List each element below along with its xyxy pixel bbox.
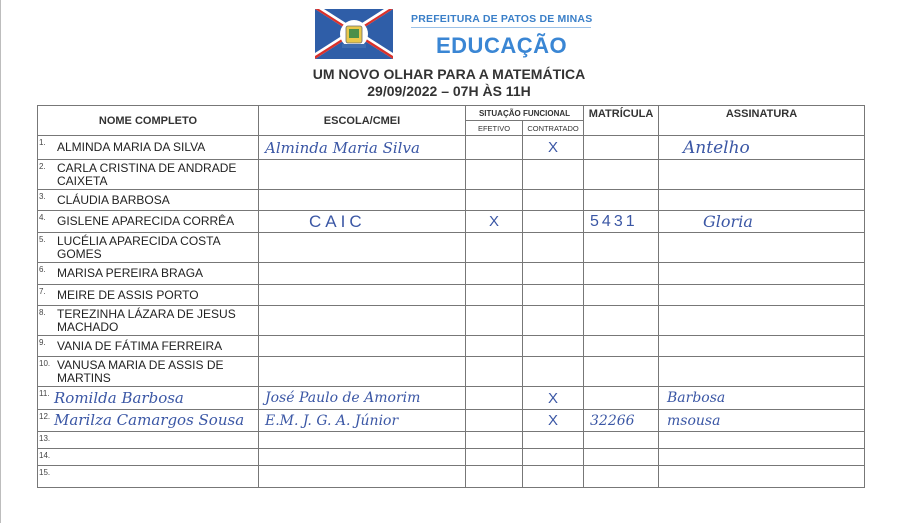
participant-name: CLÁUDIA BARBOSA (57, 192, 170, 207)
cell-school (259, 190, 466, 211)
row-number: 10. (39, 359, 51, 368)
cell-effective (466, 263, 523, 285)
cell-effective (466, 160, 523, 190)
cell-school (259, 263, 466, 285)
cell-effective (466, 285, 523, 306)
cell-effective (466, 306, 523, 336)
cell-effective (466, 387, 523, 410)
cell-signature (659, 190, 865, 211)
cell-school: CAIC (259, 211, 466, 233)
cell-contracted (523, 336, 584, 357)
cell-contracted: X (523, 410, 584, 432)
row-number: 6. (39, 265, 46, 274)
org-name: PREFEITURA DE PATOS DE MINAS (411, 13, 593, 25)
cell-effective (466, 449, 523, 466)
row-number: 14. (39, 451, 51, 460)
participant-name: GISLENE APARECIDA CORRÊA (57, 214, 235, 228)
cell-signature: Antelho (659, 136, 865, 160)
row-number: 3. (39, 192, 46, 201)
col-header-effective: EFETIVO (466, 121, 523, 136)
row-number: 1. (39, 138, 46, 147)
cell-school (259, 432, 466, 449)
cell-registration (584, 285, 659, 306)
participant-name: MEIRE DE ASSIS PORTO (57, 287, 199, 302)
participant-name: MARISA PEREIRA BRAGA (57, 266, 204, 280)
cell-effective (466, 190, 523, 211)
row-number: 4. (39, 213, 46, 222)
city-flag-logo (315, 9, 393, 59)
table-row (38, 306, 865, 336)
cell-signature (659, 306, 865, 336)
col-header-name: NOME COMPLETO (38, 106, 259, 136)
row-number: 9. (39, 338, 46, 347)
cell-school (259, 466, 466, 488)
participant-name: VANIA DE FÁTIMA FERREIRA (57, 338, 223, 353)
cell-registration: 32266 (584, 410, 659, 432)
cell-contracted (523, 211, 584, 233)
cell-registration (584, 190, 659, 211)
cell-effective (466, 410, 523, 432)
cell-school (259, 233, 466, 263)
cell-effective (466, 336, 523, 357)
cell-name (38, 387, 259, 410)
cell-contracted: X (523, 387, 584, 410)
table-row (38, 160, 865, 190)
table-row (38, 285, 865, 306)
row-number: 2. (39, 162, 46, 171)
cell-contracted (523, 466, 584, 488)
participant-name: CARLA CRISTINA DE ANDRADE CAIXETA (57, 160, 237, 188)
cell-signature: msousa (659, 410, 865, 432)
cell-signature (659, 432, 865, 449)
cell-name (38, 136, 259, 160)
cell-effective (466, 357, 523, 387)
table-row (38, 449, 865, 466)
table-row (38, 233, 865, 263)
row-number: 12. (39, 412, 51, 421)
cell-signature: Barbosa (659, 387, 865, 410)
cell-effective: X (466, 211, 523, 233)
cell-registration (584, 136, 659, 160)
cell-effective (466, 233, 523, 263)
row-number: 13. (39, 434, 51, 443)
cell-name (38, 211, 259, 233)
participant-name: Marilza Camargos Sousa (54, 411, 245, 429)
cell-school: Alminda Maria Silva (259, 136, 466, 160)
table-row (38, 387, 865, 410)
attendance-table (37, 105, 865, 488)
cell-school: José Paulo de Amorim (259, 387, 466, 410)
table-row (38, 136, 865, 160)
department-title: EDUCAÇÃO (436, 33, 568, 58)
date-time: 29/09/2022 – 07H ÀS 11H (367, 83, 531, 99)
cell-signature (659, 233, 865, 263)
cell-contracted (523, 233, 584, 263)
cell-contracted (523, 449, 584, 466)
cell-registration (584, 466, 659, 488)
cell-name (38, 160, 259, 190)
cell-name (38, 357, 259, 387)
participant-name: TEREZINHA LÁZARA DE JESUS MACHADO (57, 306, 236, 334)
col-header-school: ESCOLA/CMEI (259, 106, 466, 136)
cell-registration (584, 357, 659, 387)
cell-signature (659, 160, 865, 190)
cell-contracted (523, 263, 584, 285)
cell-registration (584, 306, 659, 336)
cell-school (259, 306, 466, 336)
participant-name: ALMINDA MARIA DA SILVA (57, 140, 206, 154)
cell-signature: Gloria (659, 211, 865, 233)
cell-registration (584, 432, 659, 449)
table-row (38, 336, 865, 357)
cell-signature (659, 357, 865, 387)
row-number: 8. (39, 308, 46, 317)
cell-registration: 5431 (584, 211, 659, 233)
cell-name (38, 449, 259, 466)
cell-signature (659, 263, 865, 285)
cell-school (259, 357, 466, 387)
cell-contracted (523, 160, 584, 190)
participant-name: Romilda Barbosa (54, 388, 184, 407)
org-underline (411, 27, 591, 28)
cell-school (259, 336, 466, 357)
table-row (38, 211, 865, 233)
cell-signature (659, 285, 865, 306)
cell-signature (659, 336, 865, 357)
cell-registration (584, 263, 659, 285)
cell-registration (584, 336, 659, 357)
cell-name (38, 190, 259, 211)
cell-effective (466, 432, 523, 449)
table-row (38, 410, 865, 432)
participant-name: LUCÉLIA APARECIDA COSTA GOMES (57, 233, 220, 261)
cell-school (259, 449, 466, 466)
col-header-status: SITUAÇÃO FUNCIONAL (466, 106, 584, 121)
cell-contracted (523, 190, 584, 211)
cell-contracted (523, 357, 584, 387)
row-number: 11. (39, 389, 50, 398)
cell-name (38, 233, 259, 263)
col-header-signature: ASSINATURA (659, 106, 865, 136)
col-header-contracted: CONTRATADO (523, 121, 584, 136)
cell-name (38, 336, 259, 357)
cell-name (38, 285, 259, 306)
cell-school (259, 160, 466, 190)
cell-name (38, 432, 259, 449)
table-row (38, 357, 865, 387)
col-header-registration: MATRÍCULA (584, 106, 659, 136)
cell-name (38, 466, 259, 488)
cell-effective (466, 136, 523, 160)
cell-contracted (523, 285, 584, 306)
table-row (38, 190, 865, 211)
cell-contracted (523, 306, 584, 336)
participant-name: VANUSA MARIA DE ASSIS DE MARTINS (57, 357, 224, 385)
cell-signature (659, 466, 865, 488)
row-number: 15. (39, 468, 51, 477)
cell-name (38, 306, 259, 336)
cell-signature (659, 449, 865, 466)
row-number: 7. (39, 287, 46, 296)
cell-school (259, 285, 466, 306)
table-row (38, 263, 865, 285)
table-row (38, 466, 865, 488)
cell-registration (584, 449, 659, 466)
cell-registration (584, 233, 659, 263)
table-row (38, 432, 865, 449)
row-number: 5. (39, 235, 46, 244)
cell-registration (584, 387, 659, 410)
cell-registration (584, 160, 659, 190)
cell-name (38, 263, 259, 285)
cell-contracted: X (523, 136, 584, 160)
document-title: UM NOVO OLHAR PARA A MATEMÁTICA (312, 66, 586, 82)
cell-contracted (523, 432, 584, 449)
cell-school: E.M. J. G. A. Júnior (259, 410, 466, 432)
cell-name (38, 410, 259, 432)
cell-effective (466, 466, 523, 488)
